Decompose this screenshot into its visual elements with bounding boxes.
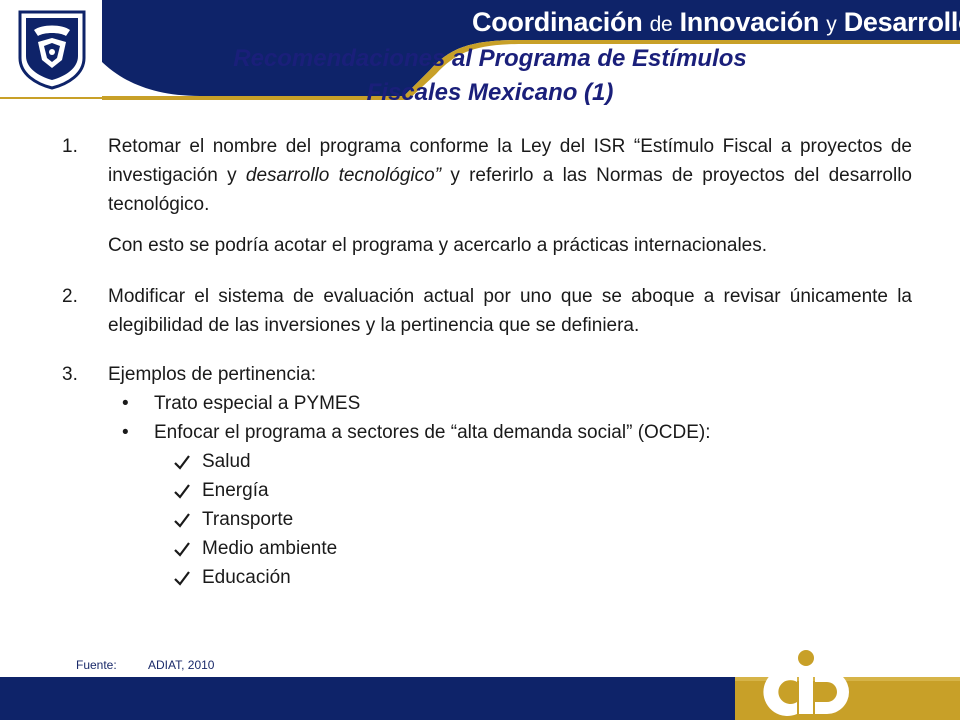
check-item bbox=[174, 476, 912, 505]
item-text: Modificar el sistema de evaluación actual por uno que se aboque a revisar únicamente la elegibilidad de las inversiones y la pertinencia que se definiera. bbox=[108, 286, 912, 336]
item-text: Ejemplos de pertinencia: bbox=[108, 364, 317, 385]
checkmark-icon bbox=[174, 512, 190, 528]
bullet-text: Trato especial a PYMES bbox=[154, 393, 361, 414]
item-number: 1. bbox=[62, 136, 78, 157]
checkmark-icon bbox=[174, 454, 190, 470]
bullet-item bbox=[122, 389, 912, 418]
checkmark-list bbox=[174, 447, 912, 592]
check-text: Educación bbox=[202, 567, 291, 588]
bullet-icon: • bbox=[122, 422, 129, 443]
checkmark-icon bbox=[174, 541, 190, 557]
check-text: Energía bbox=[202, 480, 269, 501]
list-item-1 bbox=[62, 132, 912, 219]
bullet-text: Enfocar el programa a sectores de “alta demanda social” (OCDE): bbox=[154, 422, 711, 443]
check-item bbox=[174, 505, 912, 534]
organization-name: Coordinación de Innovación y Desarrollo bbox=[472, 7, 974, 37]
check-text: Transporte bbox=[202, 509, 294, 530]
recommendations-list bbox=[62, 132, 912, 592]
check-text: Medio ambiente bbox=[202, 538, 338, 559]
item-text: Retomar el nombre del programa conforme la Ley del ISR “Estímulo Fiscal a proyectos de investigación y desarrollo tecnológico” y referirlo a las Normas de proyectos del desarrollo tecnológico. bbox=[108, 136, 913, 215]
item-1-note: Con esto se podría acotar el programa y acercarlo a prácticas internacionales. bbox=[108, 235, 768, 256]
list-item-3 bbox=[62, 360, 912, 389]
source-citation bbox=[76, 658, 214, 672]
checkmark-icon bbox=[174, 570, 190, 586]
list-item-2 bbox=[62, 282, 912, 340]
check-item bbox=[174, 447, 912, 476]
cid-logo bbox=[735, 640, 960, 720]
unam-seal-logo bbox=[16, 8, 88, 90]
bullet-item bbox=[122, 418, 912, 447]
page-title bbox=[150, 42, 830, 110]
header-banner bbox=[0, 0, 974, 122]
item-number: 3. bbox=[62, 364, 78, 385]
title-line-1: Recomendaciones al Programa de Estímulos bbox=[233, 45, 747, 72]
source-label: Fuente: bbox=[76, 658, 117, 672]
item-number: 2. bbox=[62, 286, 78, 307]
check-item bbox=[174, 534, 912, 563]
check-item bbox=[174, 563, 912, 592]
bullet-list bbox=[122, 389, 912, 447]
footer-bar bbox=[0, 677, 735, 720]
title-line-2: Fiscales Mexicano (1) bbox=[366, 79, 614, 106]
check-text: Salud bbox=[202, 451, 251, 472]
source-value: ADIAT, 2010 bbox=[148, 658, 215, 672]
bullet-icon: • bbox=[122, 393, 129, 414]
checkmark-icon bbox=[174, 483, 190, 499]
